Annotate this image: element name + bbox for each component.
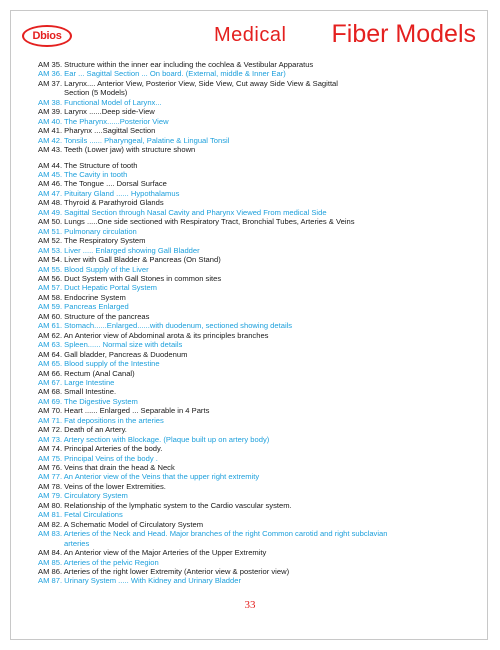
list-item [38, 510, 478, 519]
list-item-text: AM 54. Liver with Gall Bladder & Pancreas (On Stand) [38, 255, 221, 265]
list-item [38, 416, 478, 425]
list-item [38, 359, 478, 368]
dbios-logo [22, 25, 72, 47]
list-item-text: AM 46. The Tongue .... Dorsal Surface [38, 179, 167, 189]
list-item-text: AM 68. Small Intestine. [38, 387, 117, 397]
list-item [38, 312, 478, 321]
list-item-text: AM 85. Arteries of the pelvic Region [38, 557, 159, 567]
list-item [38, 397, 478, 406]
list-item-text: AM 84. An Anterior view of the Major Arteries of the Upper Extremity [38, 548, 267, 558]
list-item [38, 350, 478, 359]
list-item [38, 454, 478, 463]
list-item [38, 126, 478, 135]
list-item-text: AM 86. Arteries of the right lower Extremity (Anterior view & posterior view) [38, 567, 290, 577]
list-item-text: AM 83. Arteries of the Neck and Head. Major branches of the right Common carotid and right subclavian [38, 529, 388, 539]
list-item [38, 387, 478, 396]
list-item [38, 444, 478, 453]
list-item [38, 576, 478, 585]
list-item-text: AM 58. Endocrine System [38, 292, 126, 302]
list-item-text: AM 74. Principal Arteries of the body. [38, 444, 163, 454]
list-item-text: AM 36. Ear ... Sagittal Section ... On board. (External, middle & Inner Ear) [38, 69, 286, 79]
list-item-text: AM 51. Pulmonary circulation [38, 226, 137, 236]
list-item-text: AM 48. Thyroid & Parathyroid Glands [38, 198, 164, 208]
list-item-text: AM 87. Urinary System ..... With Kidney and Urinary Bladder [38, 576, 241, 586]
page-title: Fiber Models [331, 20, 476, 48]
list-item [38, 136, 478, 145]
list-item [38, 98, 478, 107]
list-item-text: AM 45. The Cavity in tooth [38, 169, 128, 179]
list-item-text: AM 64. Gall bladder, Pancreas & Duodenum [38, 349, 188, 359]
list-item [38, 491, 478, 500]
list-item [38, 501, 478, 510]
list-item-text: AM 66. Rectum (Anal Canal) [38, 368, 135, 378]
list-item-text: AM 53. Liver ..... Enlarged showing Gall Bladder [38, 245, 200, 255]
list-item [38, 117, 478, 126]
list-item [38, 255, 478, 264]
list-item [38, 331, 478, 340]
list-item-text: AM 73. Artery section with Blockage. (Plaque built up on artery body) [38, 434, 270, 444]
list-item-text: AM 65. Blood supply of the Intestine [38, 359, 160, 369]
page-number: 33 [244, 599, 256, 611]
list-item-text: AM 69. The Digestive System [38, 396, 138, 406]
list-item [38, 145, 478, 154]
list-item [38, 340, 478, 349]
list-item [38, 227, 478, 236]
list-item [38, 79, 478, 98]
list-item-text: AM 56. Duct System with Gall Stones in common sites [38, 273, 222, 283]
list-item-text: AM 41. Pharynx ....Sagittal Section [38, 126, 156, 136]
list-item-text: AM 78. Veins of the lower Extremities. [38, 481, 166, 491]
list-item [38, 529, 478, 548]
list-item-text: AM 42. Tonsils ...... Pharyngeal, Palatine & Lingual Tonsil [38, 135, 230, 145]
list-item-text: AM 72. Death of an Artery. [38, 425, 127, 435]
list-item [38, 170, 478, 179]
list-item-text: AM 43. Teeth (Lower jaw) with structure shown [38, 145, 196, 155]
logo-text: Dbios [32, 30, 62, 42]
list-item [38, 161, 478, 170]
list-item [38, 463, 478, 472]
list-item [38, 548, 478, 557]
list-item [38, 567, 478, 576]
list-item [38, 189, 478, 198]
category-label: Medical [214, 24, 287, 46]
list-item-text: AM 52. The Respiratory System [38, 236, 146, 246]
list-item-continuation: arteries [64, 538, 90, 548]
list-item [38, 198, 478, 207]
list-item [38, 265, 478, 274]
list-item [38, 558, 478, 567]
list-item [38, 472, 478, 481]
list-item [38, 236, 478, 245]
list-item-text: AM 44. The Structure of tooth [38, 160, 138, 170]
list-item [38, 302, 478, 311]
list-item-text: AM 38. Functional Model of Larynx... [38, 97, 162, 107]
list-item-text: AM 60. Structure of the pancreas [38, 311, 150, 321]
list-item-text: AM 75. Principal Veins of the body . [38, 453, 158, 463]
list-item [38, 179, 478, 188]
list-item-text: AM 63. Spleen...... Normal size with details [38, 340, 183, 350]
model-list [38, 60, 478, 586]
list-item [38, 406, 478, 415]
list-item [38, 520, 478, 529]
list-item [38, 283, 478, 292]
list-item-text: AM 71. Fat depositions in the arteries [38, 415, 164, 425]
list-item-text: AM 77. An Anterior view of the Veins that the upper right extremity [38, 472, 260, 482]
list-item-text: AM 49. Sagittal Section through Nasal Cavity and Pharynx Viewed From medical Side [38, 207, 327, 217]
list-item-text: AM 55. Blood Supply of the Liver [38, 264, 149, 274]
list-item-text: AM 50. Lungs .....One side sectioned with Respiratory Tract, Bronchial Tubes, Arteries & Veins [38, 217, 355, 227]
list-item [38, 369, 478, 378]
list-item-text: AM 59. Pancreas Enlarged [38, 302, 129, 312]
list-item [38, 208, 478, 217]
page-header [18, 22, 480, 62]
list-item [38, 435, 478, 444]
list-item-text: AM 76. Veins that drain the head & Neck [38, 463, 175, 473]
list-item-text: AM 40. The Pharynx......Posterior View [38, 116, 169, 126]
list-item-text: AM 81. Fetal Circulations [38, 510, 123, 520]
list-item-text: AM 80. Relationship of the lymphatic system to the Cardio vascular system. [38, 500, 292, 510]
list-item-text: AM 62. An Anterior view of Abdominal arota & its principles branches [38, 330, 269, 340]
list-item [38, 69, 478, 78]
list-item-text: AM 61. Stomach......Enlarged......with duodenum, sectioned showing details [38, 321, 293, 331]
list-item [38, 274, 478, 283]
list-item-text: AM 39. Larynx ......Deep side-View [38, 107, 155, 117]
list-item [38, 293, 478, 302]
list-item [38, 425, 478, 434]
list-item [38, 321, 478, 330]
list-item-text: AM 82. A Schematic Model of Circulatory System [38, 519, 204, 529]
list-item [38, 60, 478, 69]
list-item [38, 482, 478, 491]
list-item [38, 246, 478, 255]
list-item [38, 378, 478, 387]
list-item-text: AM 37. Larynx.... Anterior View, Posterior View, Side View, Cut away Side View & Sagittal [38, 78, 338, 88]
list-item-text: AM 67. Large Intestine [38, 377, 115, 387]
list-item-text: AM 47. Pituitary Gland ...... Hypothalamus [38, 188, 180, 198]
list-item-text: AM 57. Duct Hepatic Portal System [38, 283, 158, 293]
list-item-text: AM 70. Heart ...... Enlarged ... Separable in 4 Parts [38, 406, 210, 416]
list-item-text: AM 35. Structure within the inner ear including the cochlea & Vestibular Apparatus [38, 60, 314, 69]
list-item-text: AM 79. Circulatory System [38, 491, 128, 501]
list-item [38, 217, 478, 226]
list-item-continuation: Section (5 Models) [64, 88, 128, 98]
list-item [38, 107, 478, 116]
